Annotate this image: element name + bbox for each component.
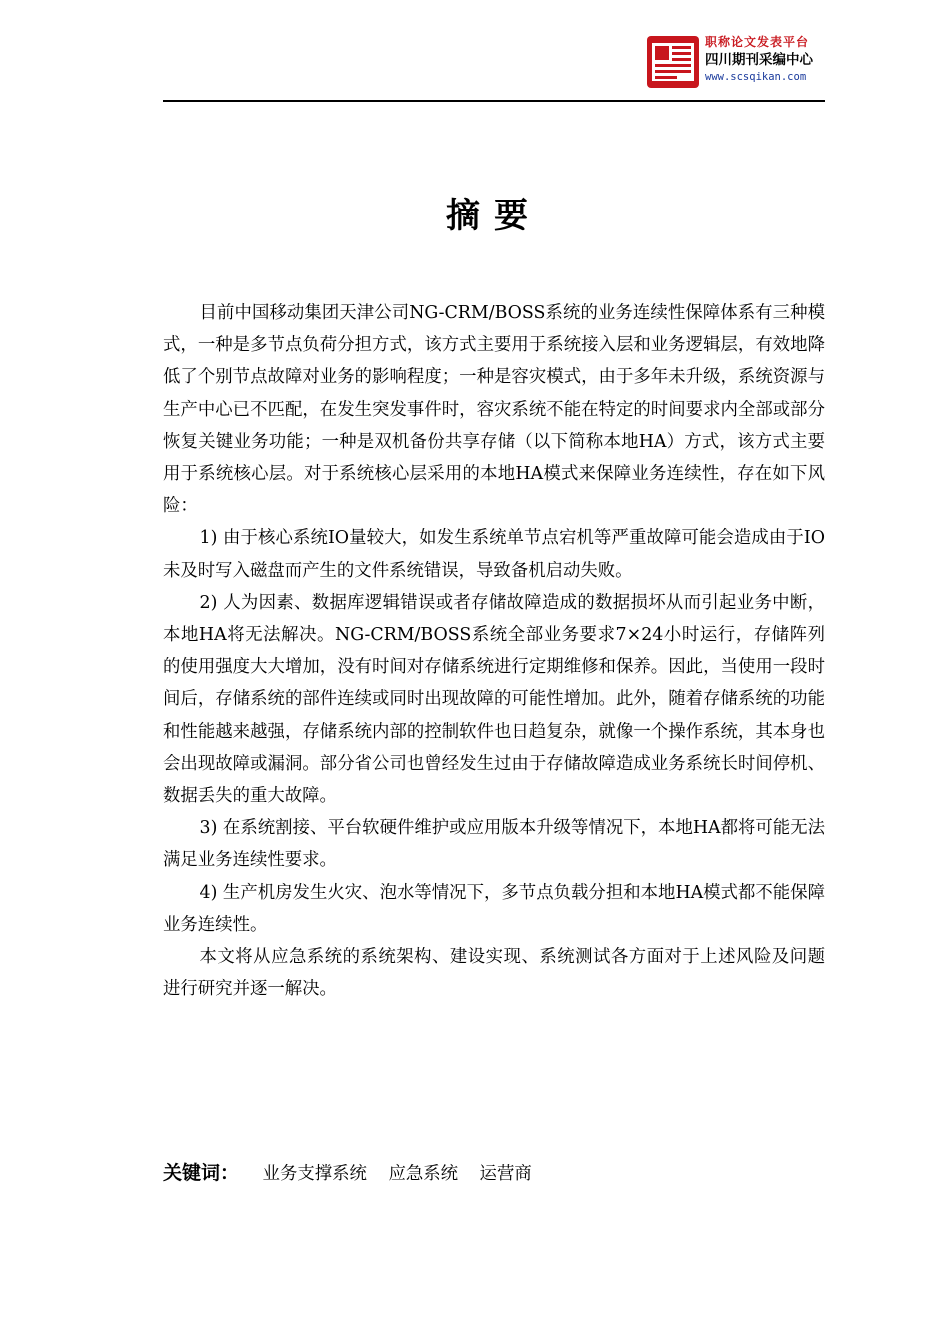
header-rule <box>163 100 825 102</box>
conclusion-paragraph: 本文将从应急系统的系统架构、建设实现、系统测试各方面对于上述风险及问题进行研究并逐一解决。 <box>163 947 825 1000</box>
keywords-line <box>163 1157 825 1190</box>
logo-url[interactable]: www.scsqikan.com <box>705 71 807 83</box>
risk-item-1: 1) 由于核心系统IO量较大，如发生系统单节点宕机等严重故障可能会造成由于IO未及时写入磁盘而产生的文件系统错误，导致备机启动失败。 <box>163 528 825 581</box>
abstract-paragraph: 目前中国移动集团天津公司NG-CRM/BOSS系统的业务连续性保障体系有三种模式，一种是多节点负荷分担方式，该方式主要用于系统接入层和业务逻辑层，有效地降低了个别节点故障对业务的影响程度；一种是容灾模式，由于多年未升级，系统资源与生产中心已不匹配，在发生突发事件时，容灾系统不能在特定的时间要求内全部或部分恢复关键业务功能；一种是双机备份共享存储（以下简称本地HA）方式，该方式主要用于系统核心层。对于系统核心层采用的本地HA模式来保障业务连续性，存在如下风险： <box>163 303 825 517</box>
journal-logo-icon <box>647 36 699 88</box>
page-header <box>163 30 825 102</box>
page-title: 摘要 <box>446 196 542 236</box>
keyword-item: 运营商 <box>479 1164 532 1184</box>
abstract-body <box>163 297 825 1005</box>
logo-name: 四川期刊采编中心 <box>705 52 813 68</box>
keyword-item: 业务支撑系统 <box>262 1164 367 1184</box>
keywords-label: 关键词： <box>163 1162 240 1184</box>
risk-item-2: 2) 人为因素、数据库逻辑错误或者存储故障造成的数据损坏从而引起业务中断，本地HA将无法解决。NG-CRM/BOSS系统全部业务要求7×24小时运行，存储阵列的使用强度大大增加，没有时间对存储系统进行定期维修和保养。因此，当使用一段时间后，存储系统的部件连续或同时出现故障的可能性增加。此外，随着存储系统的功能和性能越来越强，存储系统内部的控制软件也日趋复杂，就像一个操作系统，其本身也会出现故障或漏洞。部分省公司也曾经发生过由于存储故障造成业务系统长时间停机、数据丢失的重大故障。 <box>163 592 825 807</box>
logo-text <box>705 34 830 85</box>
risk-item-3: 3) 在系统割接、平台软硬件维护或应用版本升级等情况下，本地HA都将可能无法满足业务连续性要求。 <box>163 818 825 871</box>
risk-item-4: 4) 生产机房发生火灾、泡水等情况下，多节点负载分担和本地HA模式都不能保障业务连续性。 <box>163 882 825 935</box>
keyword-item: 应急系统 <box>388 1164 459 1184</box>
logo-tagline: 职称论文发表平台 <box>705 35 810 49</box>
